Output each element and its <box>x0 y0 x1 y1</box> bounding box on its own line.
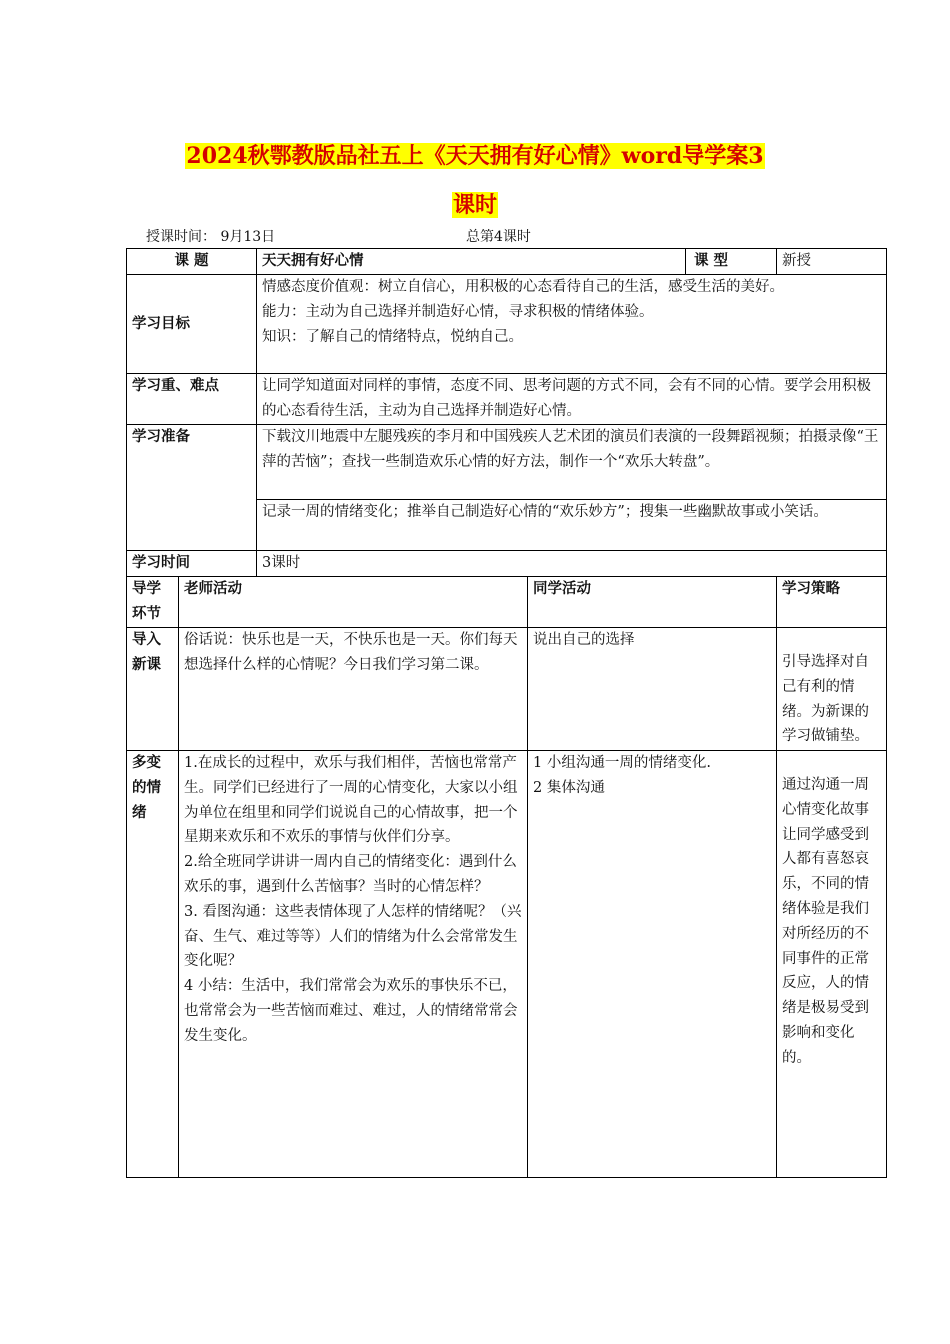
lesson-total: 总第4课时 <box>466 229 531 245</box>
student-activity-emotions <box>528 751 777 1178</box>
student-activity-intro <box>528 628 777 751</box>
type-label: 课 型 <box>686 249 777 275</box>
strategy-intro: 引导选择对自己有利的情绪。为新课的学习做铺垫。 <box>777 628 887 751</box>
teacher-step-3: 3. 看图沟通：这些表情体现了人怎样的情绪呢？（兴奋、生气、难过等等）人们的情绪为什么会常常发生变化呢？ <box>184 903 522 970</box>
keypoints-value: 让同学知道面对同样的事情，态度不同、思考问题的方式不同，会有不同的心情。要学会用积极的心态看待生活，主动为自己选择并制造好心情。 <box>257 374 887 425</box>
time-label: 学习时间 <box>127 551 257 577</box>
goals-row <box>127 275 887 374</box>
strategy-header: 学习策略 <box>777 577 887 628</box>
strategy-emotions: 通过沟通一周心情变化故事让同学感受到人都有喜怒哀乐，不同的情绪体验是我们对所经历的不同事件的正常反应，人的情绪是极易受到影响和变化的。 <box>777 751 887 1178</box>
topic-value: 天天拥有好心情 <box>257 249 686 275</box>
topic-row <box>127 249 887 275</box>
time-value: 3课时 <box>257 551 887 577</box>
prep-row-teacher <box>127 425 887 500</box>
prep-teacher: 下载汶川地震中左腿残疾的李月和中国残疾人艺术团的演员们表演的一段舞蹈视频；拍摄录像“王萍的苦恼”；查找一些制造欢乐心情的好方法，制作一个“欢乐大转盘”。 <box>257 425 887 500</box>
goals-cell <box>257 275 887 374</box>
type-value: 新授 <box>777 249 887 275</box>
student-step-1: 1 小组沟通一周的情绪变化. <box>533 755 711 771</box>
keypoints-row <box>127 374 887 425</box>
stage-intro: 导入新课 <box>127 628 179 751</box>
teacher-activity-header: 老师活动 <box>179 577 528 628</box>
keypoints-label: 学习重、难点 <box>127 374 257 425</box>
prep-label: 学习准备 <box>127 425 257 551</box>
teacher-step-2: 2.给全班同学讲讲一周内自己的情绪变化：遇到什么欢乐的事，遇到什么苦恼事？当时的心情怎样？ <box>184 854 517 895</box>
student-step-2: 2 集体沟通 <box>533 779 605 796</box>
goal-emotion: 情感态度价值观：树立自信心，用积极的心态看待自己的生活，感受生活的美好。 <box>262 279 784 295</box>
prep-student: 记录一周的情绪变化；推举自己制造好心情的“欢乐妙方”；搜集一些幽默故事或小笑话。 <box>257 500 887 551</box>
topic-label: 课 题 <box>127 249 257 275</box>
goals-label: 学习目标 <box>127 275 257 374</box>
process-row-emotions <box>127 751 887 1178</box>
teacher-step-1: 1.在成长的过程中，欢乐与我们相伴，苦恼也常常产生。同学们已经进行了一周的心情变化，大家以小组为单位在组里和同学们说说自己的心情故事，把一个星期来欢乐和不欢乐的事情与伙伴们分享。 <box>184 755 518 846</box>
document-title <box>100 132 850 230</box>
process-row-intro <box>127 628 887 751</box>
teacher-step-4: 4 小结：生活中，我们常常会为欢乐的事快乐不已，也常常会为一些苦恼而难过、难过，人的情绪常常会发生变化。 <box>184 978 518 1044</box>
stage-emotions: 多变的情绪 <box>127 751 179 1178</box>
goal-ability: 能力：主动为自己选择并制造好心情，寻求积极的情绪体验。 <box>262 303 654 320</box>
teacher-intro-text: 俗话说：快乐也是一天，不快乐也是一天。你们每天想选择什么样的心情呢？今日我们学习第二课。 <box>184 632 518 673</box>
student-intro-text: 说出自己的选择 <box>533 632 635 648</box>
lesson-plan-table <box>126 248 887 1178</box>
stage-header: 导学环节 <box>127 577 179 628</box>
teacher-activity-intro <box>179 628 528 751</box>
title-line-1: 2024秋鄂教版品社五上《天天拥有好心情》word导学案3 <box>186 143 764 169</box>
lesson-date: 授课时间： 9月13日 <box>146 229 276 245</box>
title-line-2: 课时 <box>452 192 497 218</box>
teacher-activity-emotions <box>179 751 528 1178</box>
process-header-row <box>127 577 887 628</box>
goal-knowledge: 知识：了解自己的情绪特点，悦纳自己。 <box>262 328 523 345</box>
time-row <box>127 551 887 577</box>
student-activity-header: 同学活动 <box>528 577 777 628</box>
